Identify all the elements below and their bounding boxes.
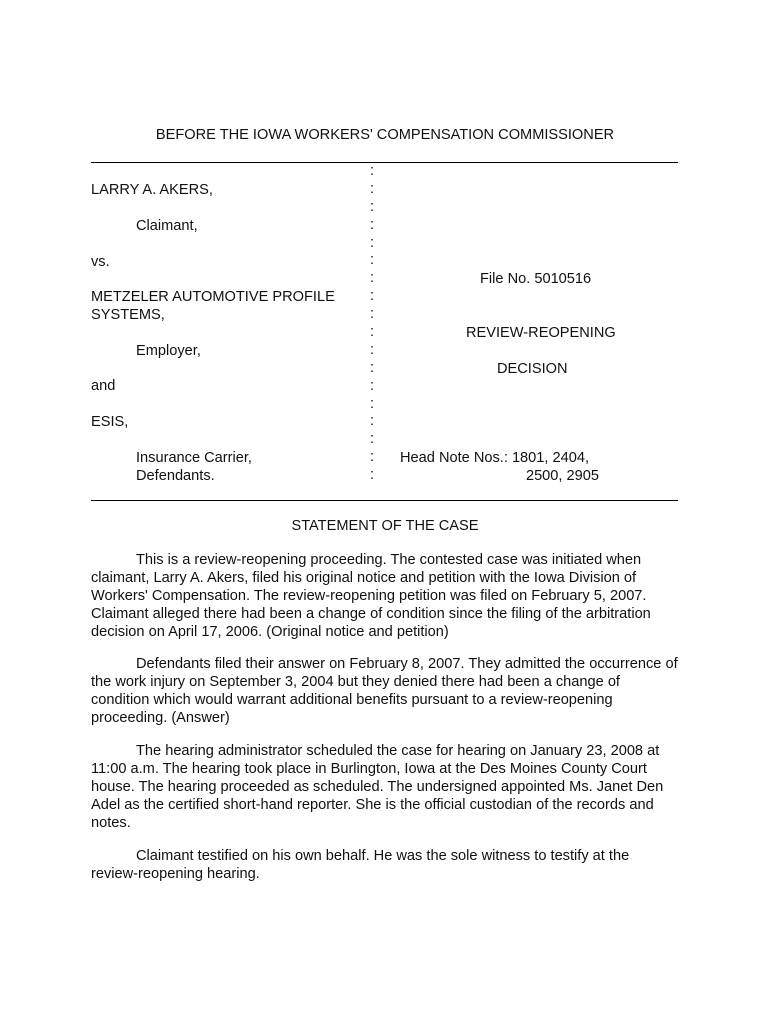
paragraph-text: This is a review-reopening proceeding. The contested case was initiated when claimant, Larry A. Akers, filed his original notice and petition with the Iowa Division of Workers' Compensation. The review-reopening petition was filed on February 5, 2007. Claimant alleged there had been a change of condition since the filing of the arbitration decision on April 17, 2006. (Original notice and petition) — [91, 552, 651, 640]
colon: : — [370, 198, 375, 215]
head-note-line1: Head Note Nos.: 1801, 2404, — [400, 450, 590, 466]
section-heading: STATEMENT OF THE CASE — [291, 518, 479, 534]
colon: : — [370, 449, 375, 466]
colon: : — [370, 341, 375, 358]
colon: : — [370, 252, 375, 269]
colon: : — [370, 359, 375, 376]
colon: : — [370, 467, 375, 484]
colon: : — [370, 163, 375, 179]
paragraph-3 — [91, 743, 679, 833]
caption-bottom-rule — [91, 500, 678, 501]
colon: : — [370, 431, 375, 448]
paragraph-2 — [91, 656, 679, 728]
paragraph-text: Defendants filed their answer on February 8, 2007. They admitted the occurrence of the work injury on September 3, 2004 but they denied there had been a change of condition which would warrant additional benefits pursuant to a review-reopening proceeding. (Answer) — [91, 656, 678, 726]
defendants-label: Defendants. — [136, 468, 215, 484]
colon: : — [370, 306, 375, 323]
colon: : — [370, 395, 375, 412]
employer-role: Employer, — [136, 343, 201, 359]
colon: : — [370, 324, 375, 341]
colon: : — [370, 413, 375, 430]
colon: : — [370, 377, 375, 394]
head-note-line2: 2500, 2905 — [525, 468, 599, 484]
caption-colon-column — [370, 163, 374, 485]
decision-type-line1: REVIEW-REOPENING — [466, 325, 616, 341]
decision-type-line2: DECISION — [497, 361, 568, 377]
claimant-role: Claimant, — [136, 218, 198, 234]
colon: : — [370, 180, 375, 197]
colon: : — [370, 270, 375, 287]
paragraph-1 — [91, 552, 679, 642]
versus: vs. — [91, 254, 110, 270]
paragraph-text: Claimant testified on his own behalf. He was the sole witness to testify at the review-reopening hearing. — [91, 848, 630, 882]
employer-name-line1: METZELER AUTOMOTIVE PROFILE — [91, 289, 335, 305]
colon: : — [370, 288, 375, 305]
carrier-role: Insurance Carrier, — [136, 450, 252, 466]
document-title: BEFORE THE IOWA WORKERS' COMPENSATION COMMISSIONER — [155, 127, 615, 143]
paragraph-text: The hearing administrator scheduled the case for hearing on January 23, 2008 at 11:00 a.m. The hearing took place in Burlington, Iowa at the Des Moines County Court house. The hearing proceeded as scheduled. The undersigned appointed Ms. Janet Den Adel as the certified short-hand reporter. She is the official custodian of the records and notes. — [91, 743, 664, 831]
employer-name-line2: SYSTEMS, — [91, 307, 165, 323]
caption-top-rule — [91, 162, 678, 163]
claimant-name: LARRY A. AKERS, — [91, 182, 213, 198]
paragraph-4 — [91, 848, 679, 884]
and-text: and — [91, 378, 116, 394]
carrier-name: ESIS, — [91, 414, 129, 430]
colon: : — [370, 216, 375, 233]
file-number: File No. 5010516 — [480, 271, 592, 287]
colon: : — [370, 234, 375, 251]
